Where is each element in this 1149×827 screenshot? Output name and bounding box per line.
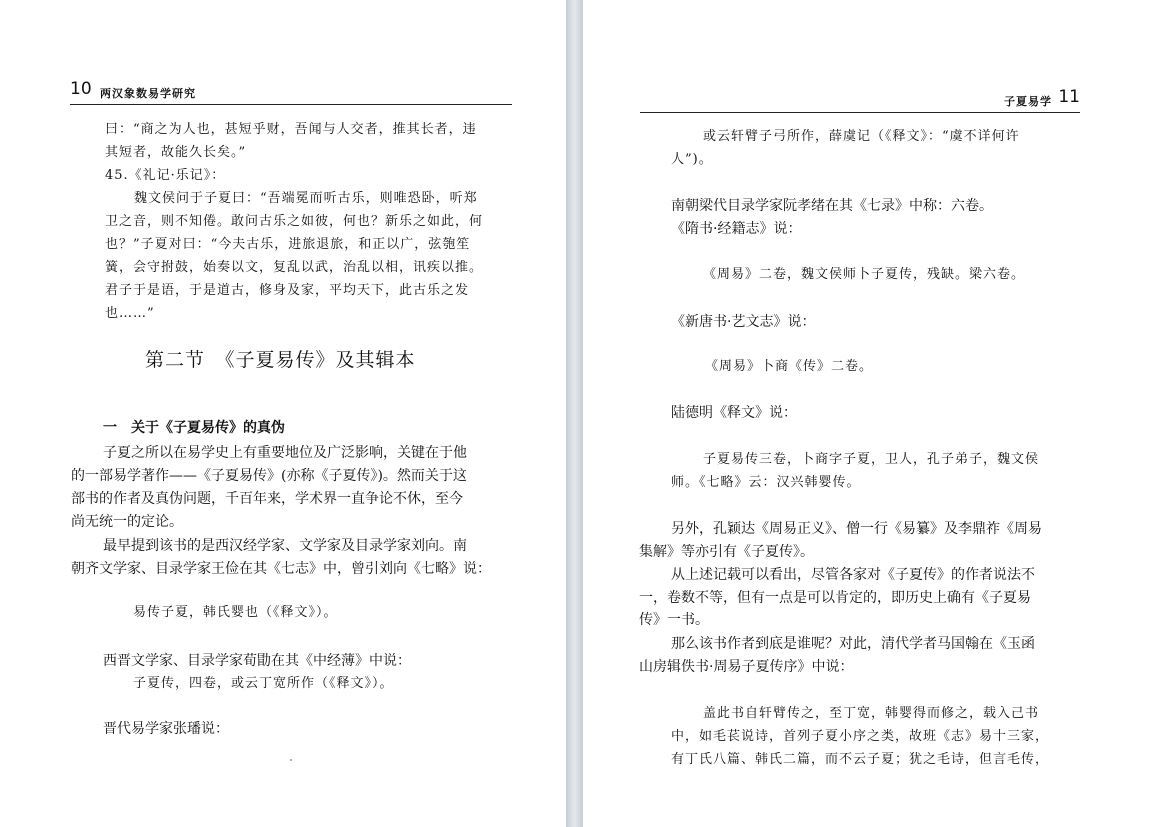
text-line: 山房辑佚书·周易子夏传序》中说： bbox=[639, 659, 854, 675]
text-line: 也……” bbox=[105, 306, 155, 321]
quote-line: 有丁氏八篇、韩氏二篇，而不云子夏；犹之毛诗，但言毛传， bbox=[671, 752, 1050, 767]
quote-line: 盖此书自轩臂传之，至丁宽，韩婴得而修之，载入己书 bbox=[703, 706, 1040, 721]
left-page-number: 10 bbox=[70, 79, 92, 99]
quote-line: 子夏易传三卷，卜商字子夏，卫人，孔子弟子，魏文侯 bbox=[703, 452, 1040, 467]
quote-line: 中，如毛苌说诗，首列子夏小序之类，故班《志》易十三家， bbox=[671, 729, 1050, 744]
text-line: 也？”子夏对曰：“今夫古乐，进旅退旅，和正以广，弦匏笙 bbox=[105, 237, 471, 252]
text-line: 一，卷数不等，但有一点是可以肯定的，即历史上确有《子夏易 bbox=[639, 590, 1031, 606]
text-line: 集解》等亦引有《子夏传》。 bbox=[639, 544, 814, 560]
quote-line: 人”)。 bbox=[671, 152, 713, 167]
left-page bbox=[0, 0, 567, 827]
text-line: 簧，会守拊鼓，始奏以文，复乱以武，治乱以相，讯疾以推。 bbox=[105, 260, 484, 275]
text-line: 其短者，故能久长矣。” bbox=[105, 145, 247, 160]
text-line: 从上述记载可以看出，尽管各家对《子夏传》的作者说法不 bbox=[671, 567, 1035, 583]
text-line: 最早提到该书的是西汉经学家、文学家及目录学家刘向。南 bbox=[103, 538, 467, 554]
quote-line: 《周易》二卷，魏文侯师卜子夏传，残缺。梁六卷。 bbox=[703, 267, 1026, 282]
right-page-header bbox=[640, 88, 1080, 113]
text-line: 朝齐文学家、目录学家王俭在其《七志》中，曾引刘向《七略》说： bbox=[71, 561, 491, 577]
text-line: 南朝梁代目录学家阮孝绪在其《七录》中称：六卷。 bbox=[671, 198, 993, 214]
text-line: 尚无统一的定论。 bbox=[71, 514, 183, 530]
left-header-title: 两汉象数易学研究 bbox=[100, 87, 196, 100]
text-line: 君子于是语，于是道古，修身及家，平均天下，此古乐之发 bbox=[105, 283, 470, 298]
speck bbox=[290, 759, 292, 761]
subsection-title: 一 关于《子夏易传》的真伪 bbox=[103, 420, 285, 436]
book-gutter bbox=[567, 0, 582, 827]
text-line: 晋代易学家张璠说： bbox=[103, 721, 229, 737]
text-line: 的一部易学著作——《子夏易传》(亦称《子夏传》)。然而关于这 bbox=[71, 468, 467, 484]
text-line: 《新唐书·艺文志》说： bbox=[671, 314, 816, 330]
text-line: 魏文侯问于子夏曰：“吾端冕而听古乐，则唯恐卧，听郑 bbox=[134, 191, 478, 206]
right-header-title: 子夏易学 bbox=[1004, 95, 1052, 108]
text-line: 曰：“商之为人也，甚短乎财，吾闻与人交者，推其长者，违 bbox=[105, 122, 477, 137]
quote-line: 或云轩臂子弓所作，薛虞记（《释文》：“虞不详何许 bbox=[703, 129, 1020, 144]
text-line: 传》一书。 bbox=[639, 612, 709, 628]
text-line: 陆德明《释文》说： bbox=[671, 405, 797, 421]
text-line: 卫之音，则不知倦。敢问古乐之如彼，何也？新乐之如此，何 bbox=[105, 214, 484, 229]
quote-line: 《周易》卜商《传》二卷。 bbox=[705, 359, 874, 374]
text-line: 子夏之所以在易学史上有重要地位及广泛影响，关键在于他 bbox=[103, 445, 467, 461]
text-line: 西晋文学家、目录学家荀勖在其《中经薄》中说： bbox=[103, 653, 411, 669]
quote-line: 易传子夏，韩氏婴也（《释文》）。 bbox=[133, 605, 338, 620]
text-line: 部书的作者及真伪问题，千百年来，学术界一直争论不休，至今 bbox=[71, 491, 463, 507]
quote-line: 师。《七略》云：汉兴韩婴传。 bbox=[671, 475, 861, 490]
right-page bbox=[582, 0, 1149, 827]
quote-line: 子夏传，四卷，或云丁宽所作（《释文》）。 bbox=[133, 676, 394, 691]
text-line: 另外，孔颖达《周易正义》、僧一行《易纂》及李鼎祚《周易 bbox=[671, 521, 1042, 537]
left-page-header bbox=[70, 80, 512, 105]
right-page-number: 11 bbox=[1058, 87, 1080, 107]
text-line: 45.《礼记·乐记》： bbox=[105, 168, 226, 183]
text-line: 那么该书作者到底是谁呢？对此，清代学者马国翰在《玉函 bbox=[671, 636, 1035, 652]
section-title: 第二节 《子夏易传》及其辑本 bbox=[145, 349, 416, 371]
text-line: 《隋书·经籍志》说： bbox=[671, 221, 802, 237]
